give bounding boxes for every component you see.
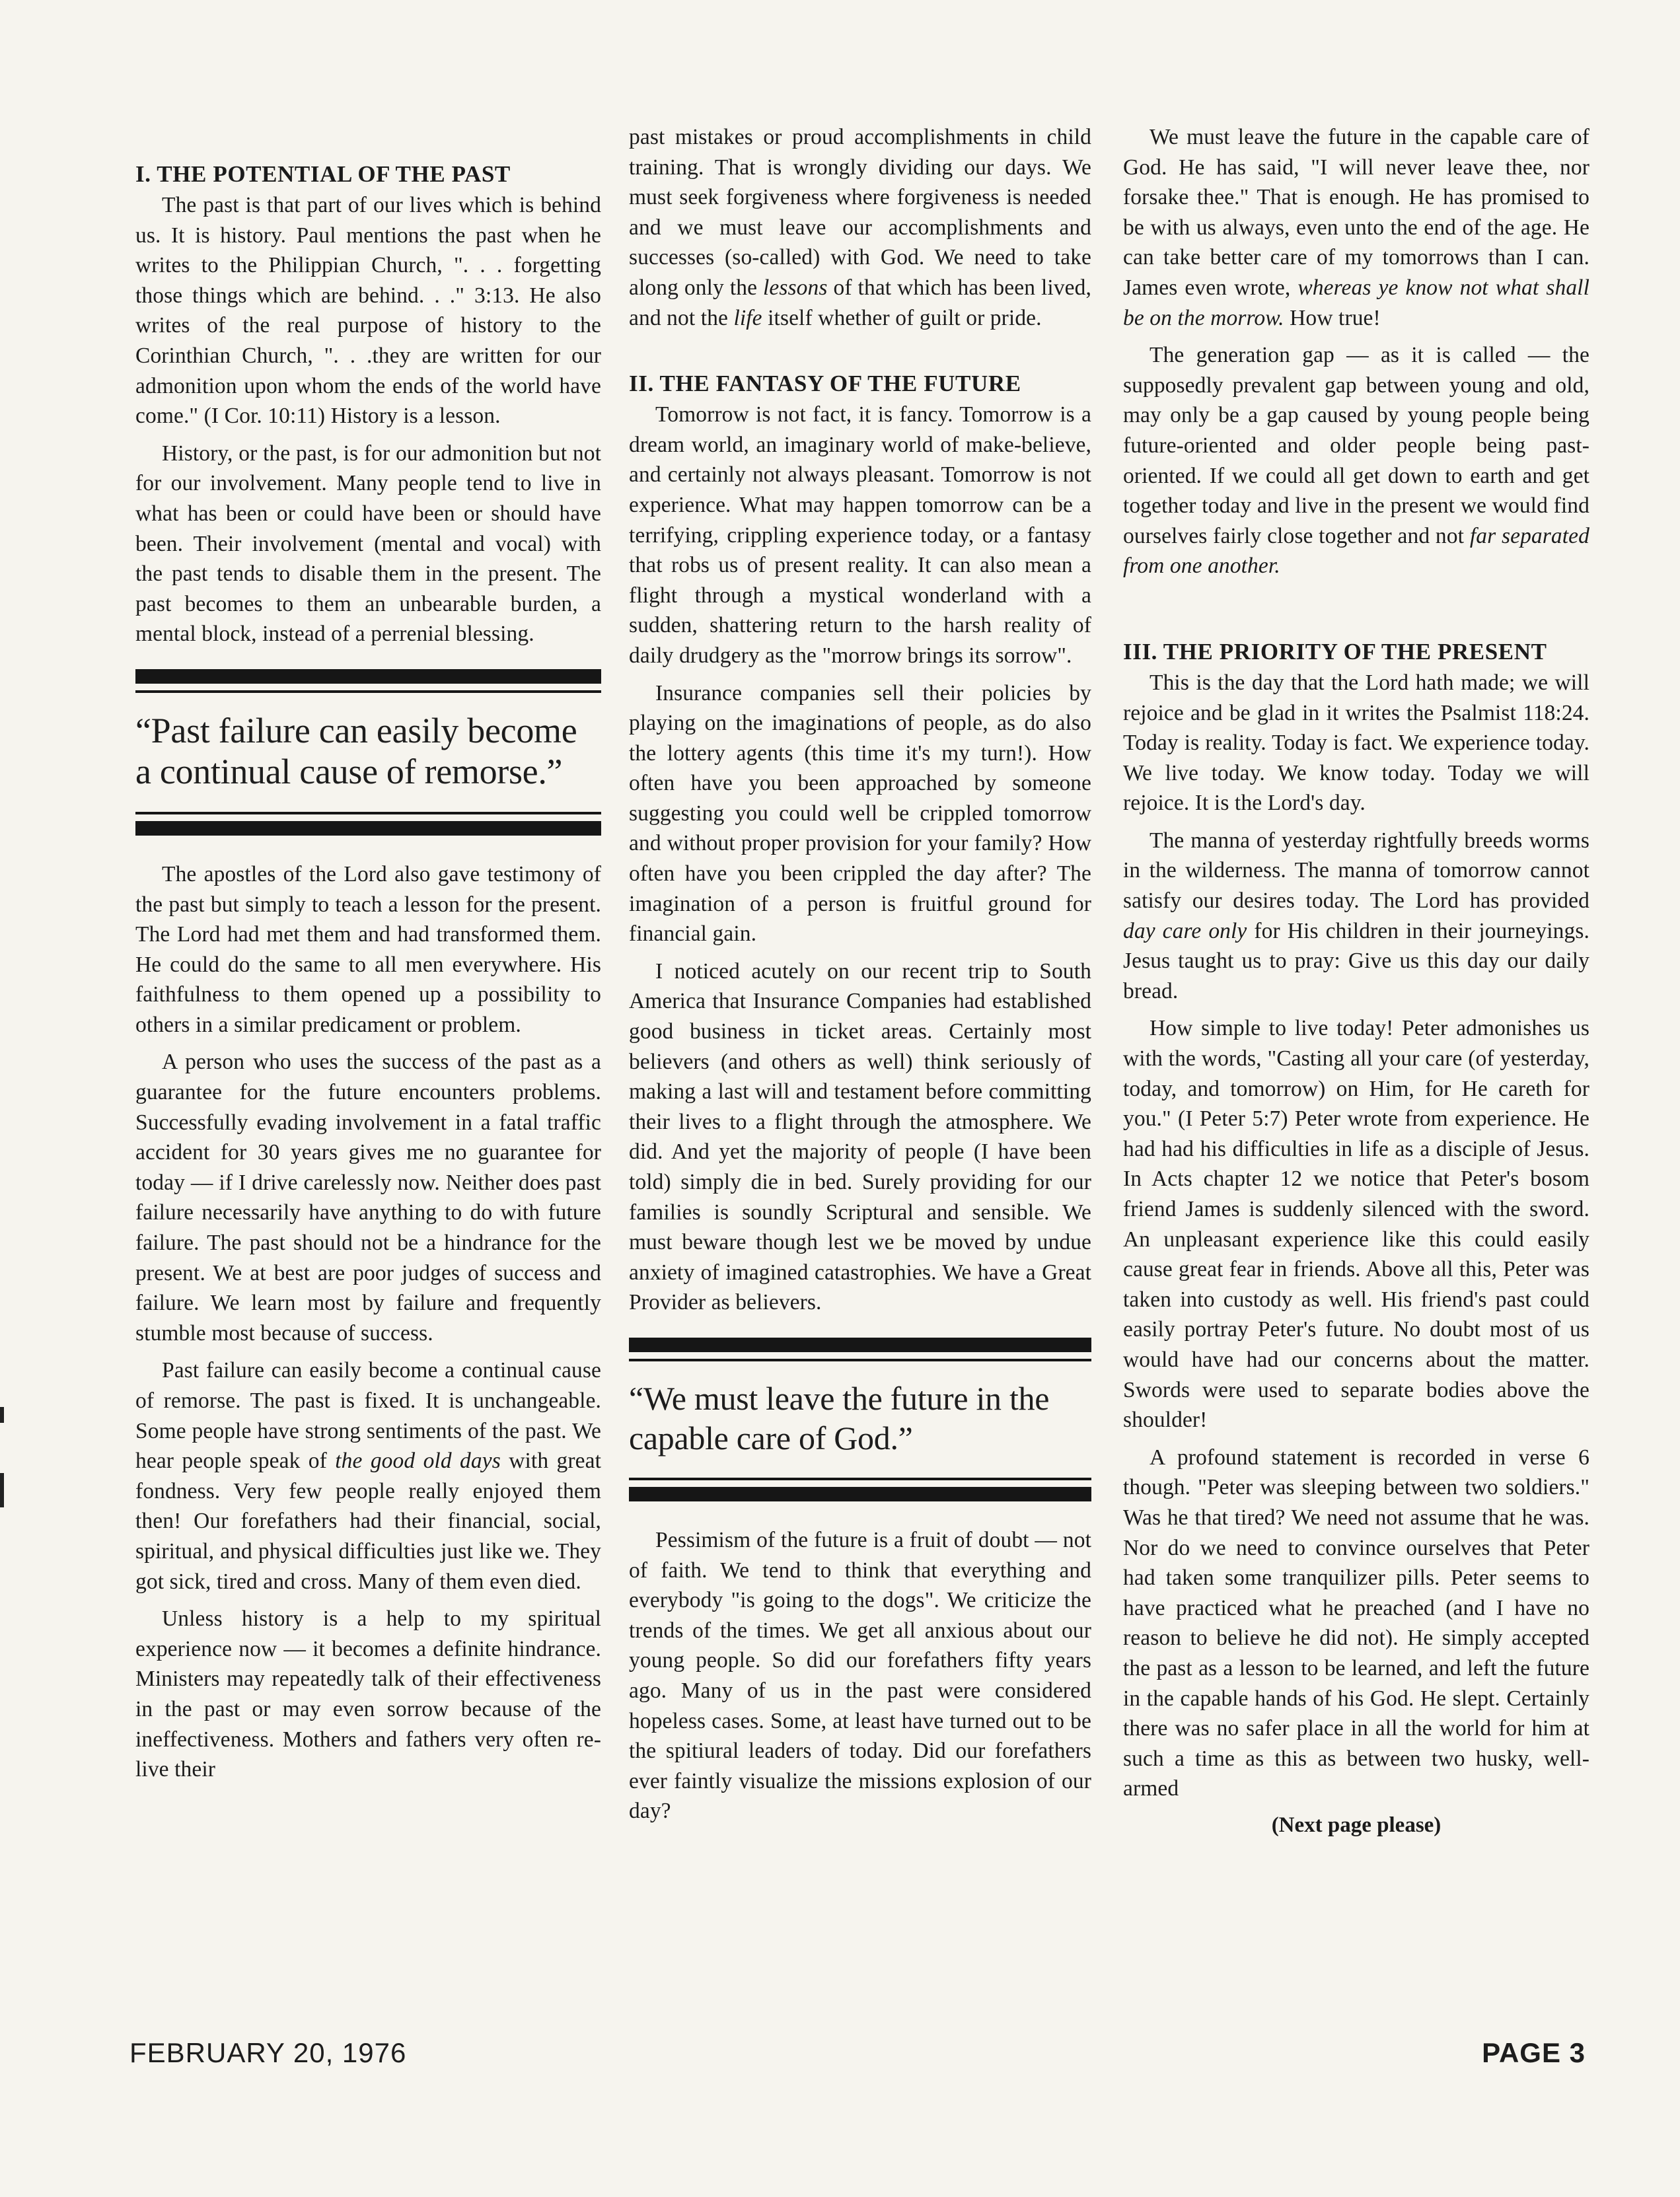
paragraph: A person who uses the success of the past as a guarantee for the future encounters problems. Successfully evading involvement in a fatal traffic accident for 30 years gives me no guarantee for today — if I drive carelessly now. Neither does past failure necessarily have anything to do with future failure. The past should not be a hindrance for the present. We at best are poor judges of success and failure. We learn most by failure and frequently stumble most because of success. xyxy=(135,1050,601,1346)
section-heading-potential-of-past: I. THE POTENTIAL OF THE PAST xyxy=(135,161,511,187)
divider-bar xyxy=(135,669,601,684)
text-run: of that which has been lived, and not the xyxy=(629,275,1091,330)
text-run: Past failure can easily become a continual cause of remorse. The past is fixed. It is unchangeable. Some people have strong sentiments of the past. We hear people speak of xyxy=(135,1358,601,1474)
divider-rule xyxy=(629,1359,1091,1361)
text-run: The generation gap — as it is called — the supposedly prevalent gap between young and old, may only be a gap caused by young people being future-oriented and older people being past-oriented. If we could all get down to earth and get together today and live in the present we would find ourselves fairly close together and not xyxy=(1123,343,1589,548)
text-run: How true! xyxy=(1290,305,1381,330)
section-heading-priority-of-present: III. THE PRIORITY OF THE PRESENT xyxy=(1123,638,1547,665)
paragraph: How simple to live today! Peter admonishes us with the words, "Casting all your care (of yesterday, today, and tomorrow) on Him, for He careth for you." (I Peter 5:7) Peter wrote from experience. He had had his difficulties in life as a disciple of Jesus. In Acts chapter 12 we notice that Peter's bosom friend James is suddenly silenced with the sword. An unpleasant experience like this could easily cause great fear in friends. Above all this, Peter was taken into custody as well. His friend's past could easily portray Peter's future. No doubt most of us would have had our concerns about the matter. Swords were used to separate bodies above the shoulder! xyxy=(1123,1016,1589,1433)
italic-phrase: life xyxy=(733,305,762,330)
text-run: itself whether of guilt or pride. xyxy=(768,305,1042,330)
italic-phrase: lessons xyxy=(763,275,828,300)
paragraph: The past is that part of our lives which is behind us. It is history. Paul mentions the past when he writes to the Philippian Church, ". . . forgetting those things which are behind. . ." 3:13. He also writes of the real purpose of history to the Corinthian Church, ". . .they are written for our admonition upon whom the ends of the world have come." (I Cor. 10:11) History is a lesson. xyxy=(135,193,601,429)
text-run: with great fondness. Very few people really enjoyed them then! Our forefathers had their financial, social, spiritual, and physical difficulties just like we. They got sick, tired and cross. Many of them even died. xyxy=(135,1449,601,1594)
pull-quote xyxy=(629,1338,1091,1501)
paragraph xyxy=(1123,340,1589,581)
divider-rule xyxy=(629,1478,1091,1480)
scan-edge-mark xyxy=(0,1407,4,1423)
spacer xyxy=(629,340,1091,369)
section-heading-fantasy-of-future: II. THE FANTASY OF THE FUTURE xyxy=(629,371,1021,397)
paragraph xyxy=(1123,826,1589,1007)
column-3 xyxy=(1123,122,1589,1838)
paragraph: This is the day that the Lord hath made; we will rejoice and be glad in it writes the Psalmist 118:24. Today is reality. Today is fact. We experience today. We live today. We know today. Today we will rejoice. It is the Lord's day. xyxy=(1123,670,1589,816)
paragraph: I noticed acutely on our recent trip to South America that Insurance Companies had established good business in ticket areas. Certainly most believers (and others as well) think seriously of making a last will and testament before committing their lives to a flight through the atmosphere. We did. And yet the majority of people (I have been told) simply die in bed. Surely providing for our families is soundly Scriptural and sensible. We must beware though lest we be moved by undue anxiety of imagined catastrophies. We have a Great Provider as believers. xyxy=(629,958,1091,1315)
paragraph xyxy=(135,1355,601,1597)
column-2 xyxy=(629,122,1091,1834)
paragraph: History, or the past, is for our admonition but not for our involvement. Many people tend to live in what has been or could have been or should have been. Their involvement (mental and vocal) with the past tends to disable them in the present. The past becomes to them an unbearable burden, a mental block, instead of a perrenial blessing. xyxy=(135,441,601,647)
divider-bar xyxy=(135,821,601,836)
issue-date: FEBRUARY 20, 1976 xyxy=(129,2037,407,2068)
paragraph: Tomorrow is not fact, it is fancy. Tomorrow is a dream world, an imaginary world of make-believe, and certainly not always pleasant. Tomorrow is not experience. What may happen tomorrow can be a terrifying, crippling experience today, or a fantasy that robs us of present reality. It can also mean a flight through a mystical wonderland with a sudden, shattering return to the harsh reality of daily drudgery as the "morrow brings its sorrow". xyxy=(629,402,1091,668)
paragraph: Unless history is a help to my spiritual experience now — it becomes a definite hindrance. Ministers may repeatedly talk of their effectiveness in the past or may even sorrow because of the ineffectiveness. Mothers and fathers very often re-live their xyxy=(135,1606,601,1782)
pull-quote xyxy=(135,669,601,836)
continued-notice: (Next page please) xyxy=(1271,1813,1442,1837)
paragraph: The apostles of the Lord also gave testimony of the past but simply to teach a lesson for the present. The Lord had met them and had transformed them. He could do the same to all men everywhere. His faithfulness to them opened up a possibility to others in a similar predicament or problem. xyxy=(135,861,601,1037)
italic-phrase: whereas ye know not what shall be on the morrow. xyxy=(1123,275,1589,330)
text-run: for His children in their journeyings. Jesus taught us to pray: Give us this day our daily bread. xyxy=(1123,918,1589,1003)
divider-rule xyxy=(135,812,601,814)
text-run: We must leave the future in the capable care of God. He has said, "I will never leave thee, nor forsake thee." That is enough. He has promised to be with us always, even unto the end of the age. He can take better care of my tomorrows than I can. James even wrote, xyxy=(1123,125,1589,300)
paragraph: Pessimism of the future is a fruit of doubt — not of faith. We tend to think that everything and everybody "is going to the dogs". We criticize the trends of the times. We get all anxious about our young people. So did our forefathers fifty years ago. Many of us in the past were considered hopeless cases. Some, at least have turned out to be the spitiural leaders of today. Did our forefathers ever faintly visualize the missions explosion of our day? xyxy=(629,1527,1091,1824)
page-number: PAGE 3 xyxy=(1482,2037,1586,2068)
pull-quote-text: “Past failure can easily become a continual cause of remorse.” xyxy=(135,710,577,791)
text-run: The manna of yesterday rightfully breeds worms in the wilderness. The manna of tomorrow cannot satisfy our desires today. The Lord has provided xyxy=(1123,828,1589,914)
divider-bar xyxy=(629,1338,1091,1352)
divider-bar xyxy=(629,1487,1091,1501)
pull-quote-text: “We must leave the future in the capable care of God.” xyxy=(629,1379,1050,1457)
spacer xyxy=(1123,589,1589,637)
text-run: past mistakes or proud accomplishments in child training. That is wrongly dividing our days. We must seek forgiveness where forgiveness is needed and we must leave our accomplishments and successes (so-called) with God. We need to take along only the xyxy=(629,125,1091,300)
divider-rule xyxy=(135,690,601,693)
italic-phrase: far separated from one another. xyxy=(1123,523,1589,579)
paragraph xyxy=(629,122,1091,333)
italic-phrase: the good old days xyxy=(335,1449,501,1474)
scan-edge-mark xyxy=(0,1473,4,1507)
paragraph: A profound statement is recorded in verse 6 though. "Peter was sleeping between two soldiers." Was he that tired? We need not assume that he was. Nor do we need to convince ourselves that Peter had taken some tranquilizer pills. Peter seems to have practiced what he preached (and I have no reason to believe he did not). He simply accepted the past as a lesson to be learned, and left the future in the capable hands of his God. He slept. Certainly there was no safer place in all the world for him at such a time as this as between two husky, well-armed xyxy=(1123,1445,1589,1801)
paragraph xyxy=(1123,122,1589,333)
italic-phrase: day care only xyxy=(1123,918,1247,943)
column-1 xyxy=(135,160,601,1792)
paragraph: Insurance companies sell their policies by playing on the imaginations of people, as do also the lottery agents (this time it's my turn!). How often have you been approached by someone suggesting you could well be crippled tomorrow and without proper provision for your family? How often have you been crippled the day after? The imagination of a person is fruitful ground for financial gain. xyxy=(629,680,1091,947)
